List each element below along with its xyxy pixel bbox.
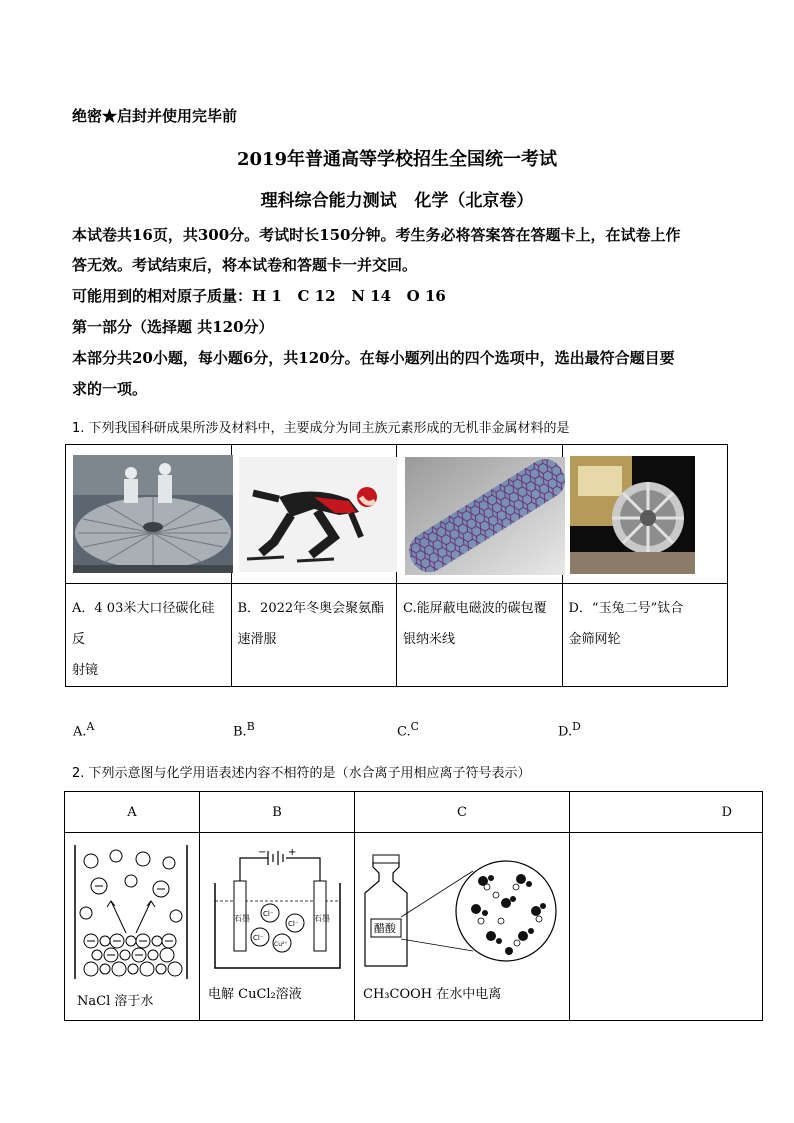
q1-option-d-line1: D．“玉兔二号”钛合 [568, 601, 684, 616]
electrolysis-diagram [210, 843, 345, 973]
graphite-label-right: 石墨 [314, 914, 330, 923]
exam-title: 2019年普通高等学校招生全国统一考试 [236, 149, 558, 170]
q1-image-cell-a [66, 445, 232, 584]
atomic-masses: 可能用到的相对原子质量：H 1 C 12 N 14 O 16 [72, 287, 446, 305]
q2-cell-b [200, 833, 355, 1021]
cl-ion-label-3: Cl⁻ [253, 934, 264, 942]
intro-line-1: 本试卷共16页，共300分。考试时长150分钟。考生务必将答案答在答题卡上，在试卷上作 [72, 226, 681, 244]
q2-cell-d [570, 833, 763, 1021]
cl-ion-label-1: Cl⁻ [263, 910, 274, 918]
q2-cell-c [355, 833, 570, 1021]
q2-table [64, 791, 763, 1021]
q1-choice-a[interactable] [73, 720, 94, 739]
cl-ion-label-2: Cl⁻ [288, 920, 299, 928]
q1-image-cell-c [397, 445, 563, 584]
q1-option-b-line2: 速滑服 [237, 632, 277, 647]
q2-header-b: B [200, 792, 355, 833]
q1-option-b [231, 584, 397, 687]
graphite-label-left: 石墨 [234, 914, 250, 923]
q1-image-cell-d [562, 445, 728, 584]
q1-choice-c-label: C. [397, 724, 411, 740]
q1-option-a-line1: A．4 03米大口径碳化硅反 [72, 601, 215, 647]
q1-option-d-line2: 金筛网轮 [568, 632, 621, 647]
svg-text:+: + [288, 847, 297, 858]
q1-choice-c-value: C [410, 720, 419, 733]
speed-skater-image [239, 457, 397, 572]
q1-option-c-line1: C.能屏蔽电磁波的碳包覆 [403, 601, 547, 616]
q2-header-a: A [65, 792, 200, 833]
lunar-rover-wheel-image [570, 456, 695, 574]
intro-line-2: 答无效。考试结束后，将本试卷和答题卡一并交回。 [72, 256, 418, 274]
q1-choice-a-value: A [86, 720, 95, 733]
q1-option-a-line2: 射镜 [72, 663, 99, 678]
q1-choice-b-label: B. [233, 724, 247, 740]
q1-option-c-line2: 银纳米线 [403, 632, 456, 647]
q2-header-d: D [570, 792, 763, 833]
intro-line-5: 求的一项。 [72, 380, 148, 398]
q1-option-d [562, 584, 728, 687]
q2-caption-b: 电解 CuCl₂溶液 [208, 987, 302, 1002]
q2-caption-c: CH₃COOH 在水中电离 [363, 987, 502, 1002]
confidential-label: 绝密★启封并使用完毕前 [72, 107, 238, 125]
q2-stem: 2. 下列示意图与化学用语表述内容不相符的是（水合离子用相应离子符号表示） [72, 766, 531, 781]
q1-choice-b[interactable] [233, 720, 255, 739]
q1-option-c [397, 584, 563, 687]
section-title: 第一部分（选择题 共120分） [72, 318, 274, 336]
cu-ion-label: Cu²⁺ [274, 941, 288, 948]
q1-choice-a-label: A. [73, 724, 87, 740]
q1-choice-d-label: D. [558, 724, 573, 740]
q1-option-b-line1: B．2022年冬奥会聚氨酯 [237, 601, 385, 616]
q1-choice-d[interactable] [558, 720, 581, 739]
q1-choice-d-value: D [572, 720, 581, 733]
q1-option-a [66, 584, 232, 687]
vinegar-label: 醋酸 [374, 922, 396, 935]
q2-cell-a [65, 833, 200, 1021]
q1-stem: 1. 下列我国科研成果所涉及材料中，主要成分为同主族元素形成的无机非金属材料的是 [72, 421, 570, 436]
q1-image-cell-b [231, 445, 397, 584]
nacl-dissolving-diagram [71, 841, 191, 981]
q2-caption-a: NaCl 溶于水 [77, 994, 154, 1009]
q1-choice-b-value: B [246, 720, 255, 733]
acetic-acid-ionization-diagram [361, 851, 561, 971]
intro-line-4: 本部分共20小题，每小题6分，共120分。在每小题列出的四个选项中，选出最符合题目要 [72, 349, 675, 367]
carbon-nanowire-image [405, 457, 565, 575]
q1-options-table [65, 444, 728, 687]
exam-subtitle: 理科综合能力测试 化学（北京卷） [260, 191, 534, 211]
svg-text:−: − [258, 847, 267, 858]
q1-choice-c[interactable] [397, 720, 419, 739]
telescope-mirror-image [73, 455, 233, 573]
q2-header-c: C [355, 792, 570, 833]
